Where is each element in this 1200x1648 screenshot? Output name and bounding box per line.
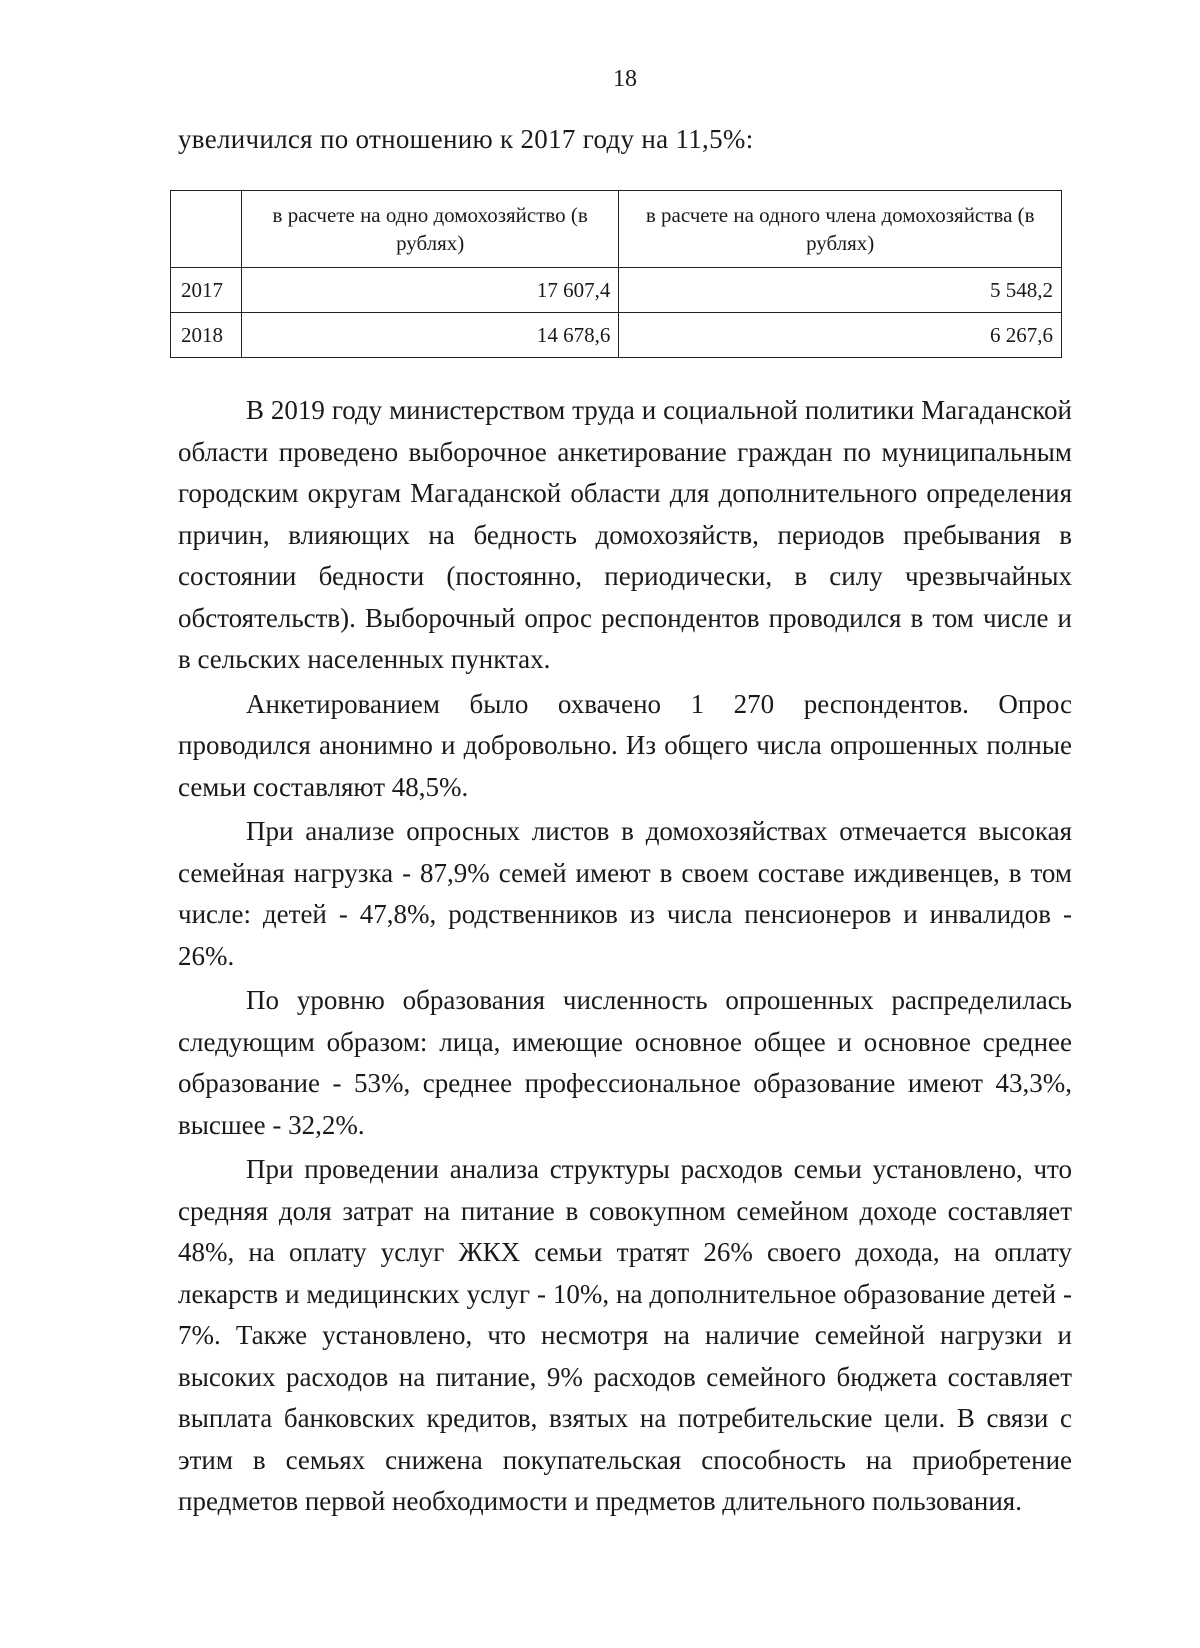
paragraph-education: По уровню образования численность опрошенных распределилась следующим образом: лица, имеющие основное общее и основное среднее образование - 53%, среднее профессиональное образование имеют 43,3%, высшее - 32,2%.	[178, 985, 1072, 1140]
table-cell-year: 2018	[171, 313, 242, 358]
table-header-per-household: в расчете на одно домохозяйство (в рублях)	[242, 191, 619, 268]
table-cell-per-household: 17 607,4	[242, 268, 619, 313]
table-cell-per-member: 6 267,6	[619, 313, 1062, 358]
income-table	[170, 190, 1062, 358]
table-row	[171, 268, 1062, 313]
table-cell-year: 2017	[171, 268, 242, 313]
table-header-per-member: в расчете на одного члена домохозяйства (в рублях)	[619, 191, 1062, 268]
paragraph-survey-intro: В 2019 году министерством труда и социальной политики Магаданской области проведено выборочное анкетирование граждан по муниципальным городским округам Магаданской области для дополнительного определения причин, влияющих на бедность домохозяйств, периодов пребывания в состоянии бедности (постоянно, периодически, в силу чрезвычайных обстоятельств). Выборочный опрос респондентов проводился в том числе и в сельских населенных пунктах.	[178, 395, 1072, 674]
paragraph-family-load: При анализе опросных листов в домохозяйствах отмечается высокая семейная нагрузка - 87,9% семей имеют в своем составе иждивенцев, в том числе: детей - 47,8%, родственников из числа пенсионеров и инвалидов - 26%.	[178, 816, 1072, 971]
table-row	[171, 313, 1062, 358]
table-header-row	[171, 191, 1062, 268]
table-header-corner	[171, 191, 242, 268]
table-cell-per-household: 14 678,6	[242, 313, 619, 358]
page-number: 18	[613, 66, 637, 92]
lead-line: увеличился по отношению к 2017 году на 11,5%:	[178, 124, 754, 154]
paragraph-respondents: Анкетированием было охвачено 1 270 респондентов. Опрос проводился анонимно и добровольно. Из общего числа опрошенных полные семьи составляют 48,5%.	[178, 688, 1072, 802]
body-text	[178, 390, 1072, 1525]
table-cell-per-member: 5 548,2	[619, 268, 1062, 313]
paragraph-expenses: При проведении анализа структуры расходов семьи установлено, что средняя доля затрат на питание в совокупном семейном доходе составляет 48%, на оплату услуг ЖКХ семьи тратят 26% своего дохода, на оплату лекарств и медицинских услуг - 10%, на дополнительное образование детей - 7%. Также установлено, что несмотря на наличие семейной нагрузки и высоких расходов на питание, 9% расходов семейного бюджета составляет выплата банковских кредитов, взятых на потребительские цели. В связи с этим в семьях снижена покупательская способность на приобретение предметов первой необходимости и предметов длительного пользования.	[178, 1154, 1072, 1516]
